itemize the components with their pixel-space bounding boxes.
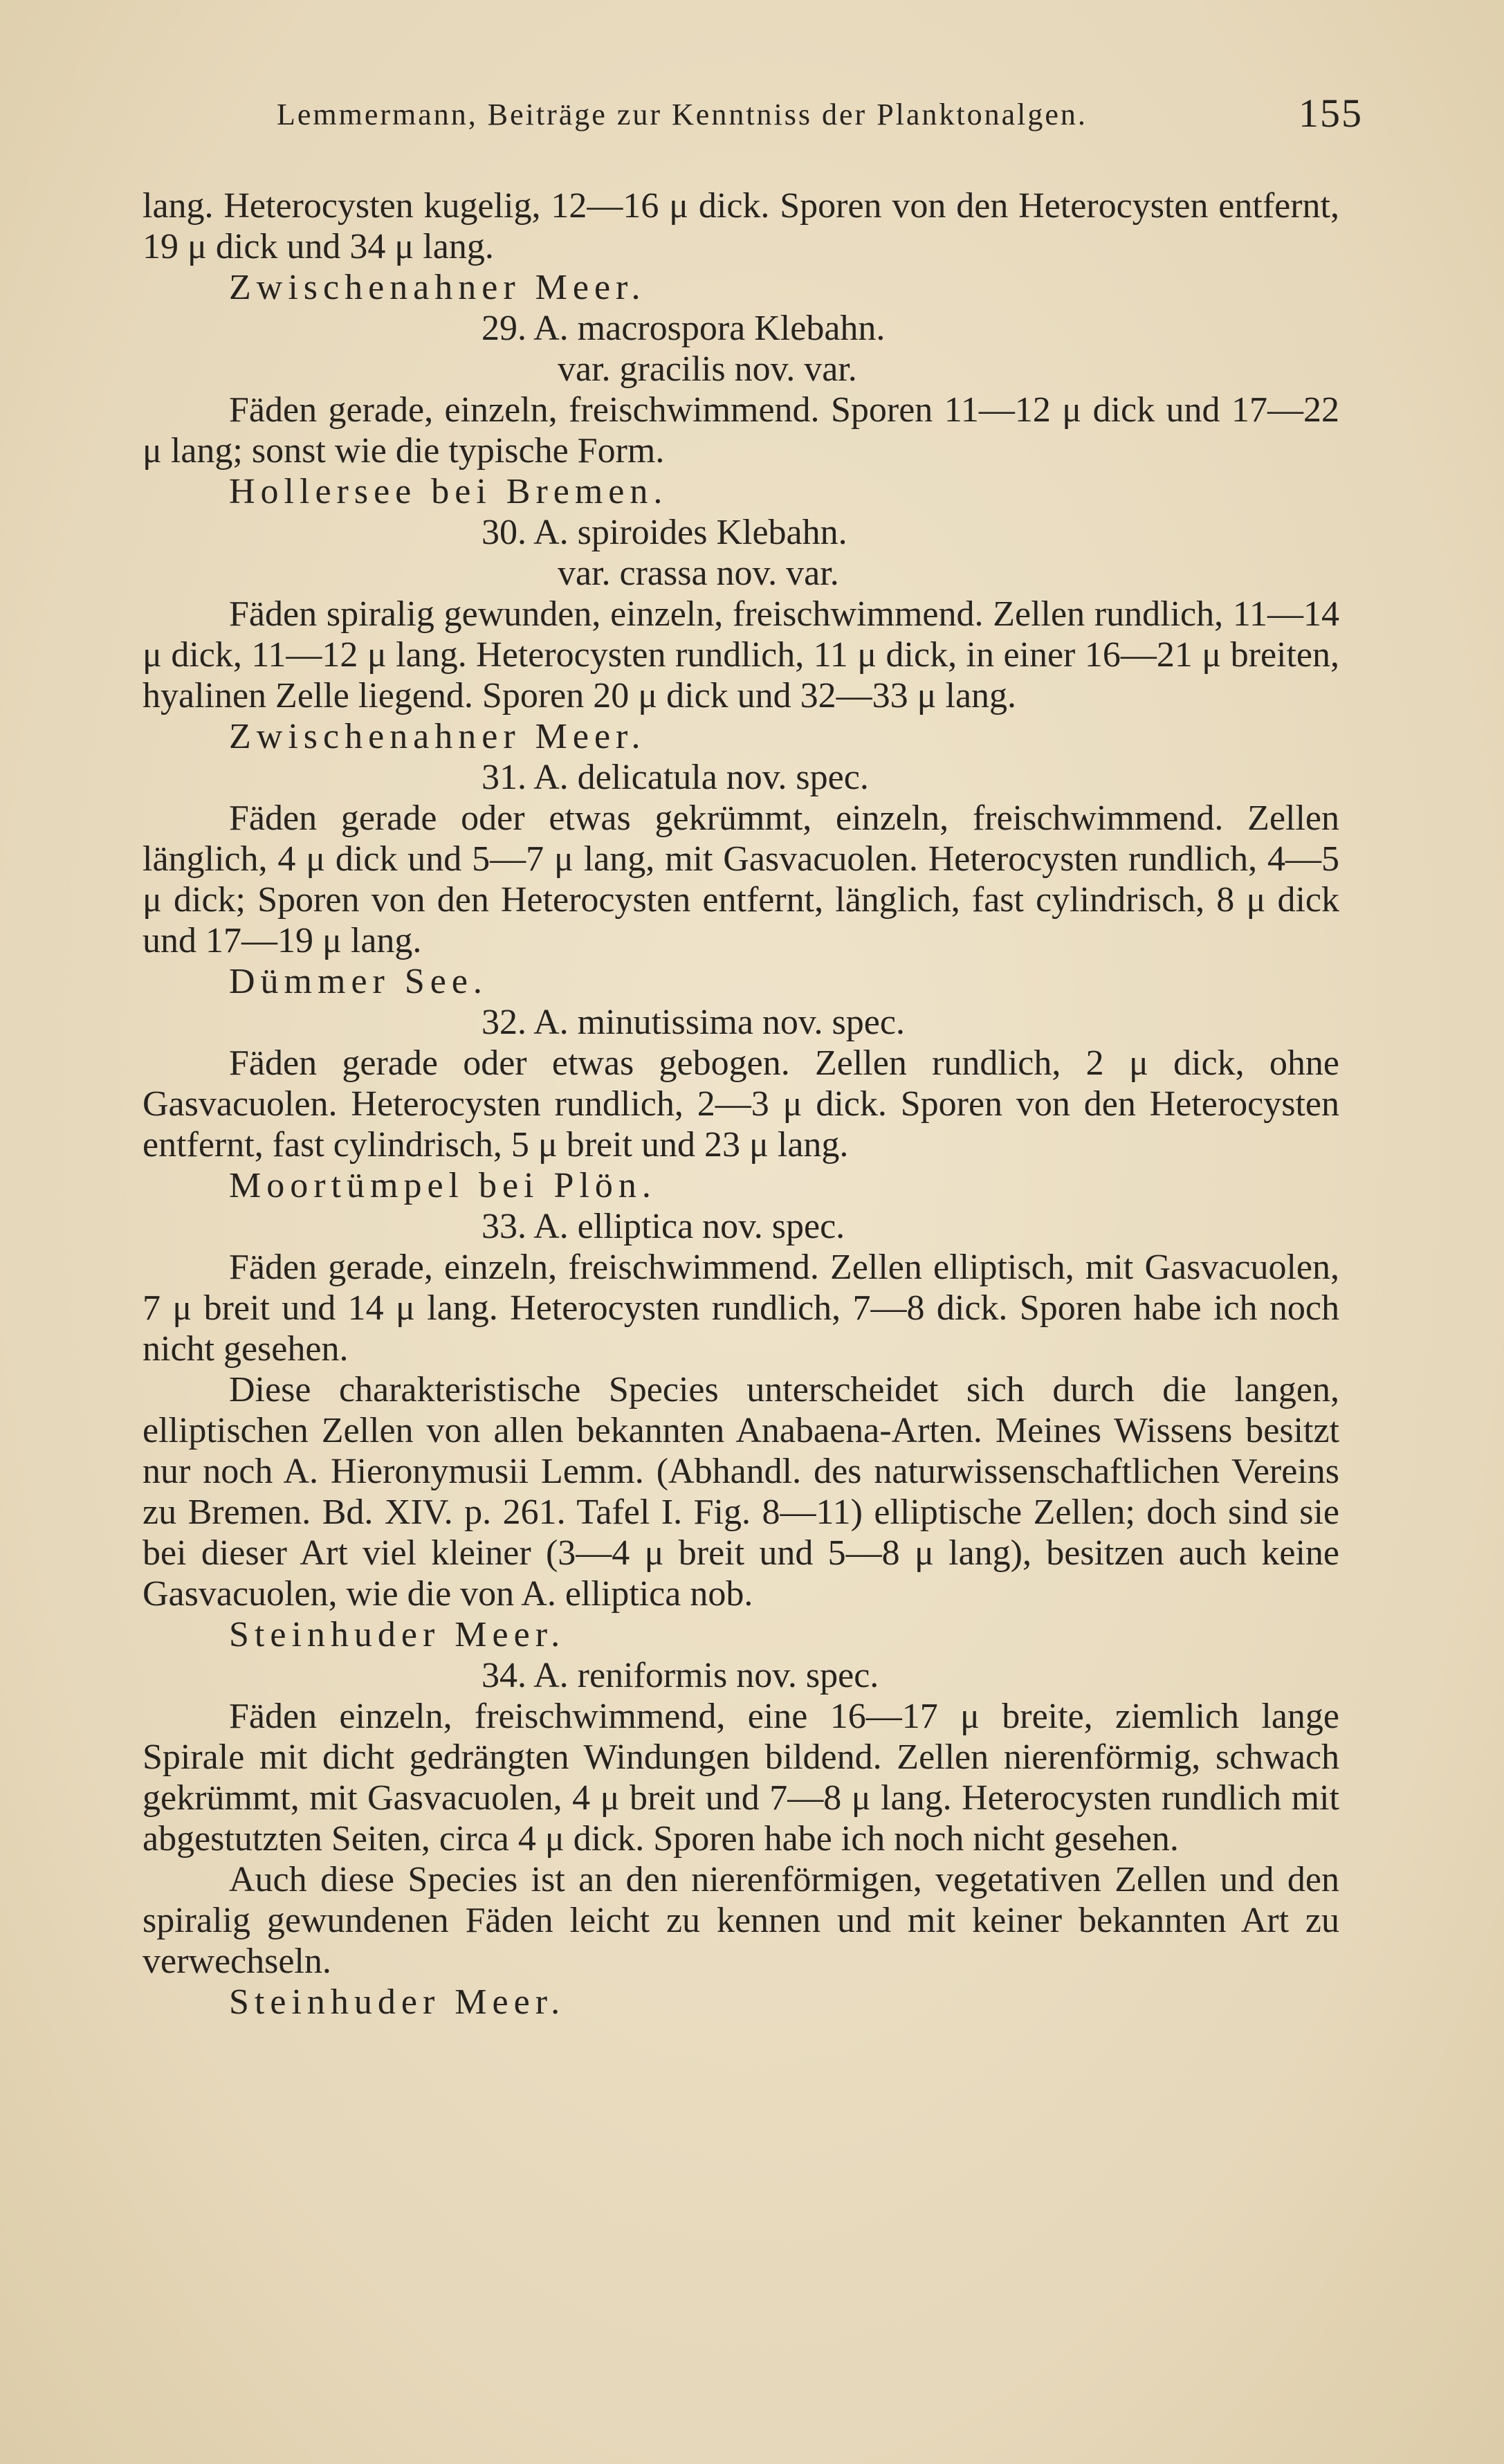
species-heading-32: 32. A. minutissima nov. spec. [482, 1003, 905, 1042]
paragraph-29: Fäden gerade, einzeln, freischwimmend. Sporen 11—12 μ dick und 17—22 μ lang; sonst wie die typische Form. [143, 390, 1339, 471]
locality-line: Moortümpel bei Plön. [229, 1166, 657, 1205]
species-heading-30: 30. A. spiroides Klebahn. [482, 513, 847, 552]
paragraph-33: Fäden gerade, einzeln, freischwimmend. Zellen elliptisch, mit Gasvacuolen, 7 μ breit und 14 μ lang. Heterocysten rundlich, 7—8 dick. Sporen habe ich noch nicht gesehen. [143, 1248, 1339, 1369]
locality-line: Hollersee bei Bremen. [229, 472, 668, 511]
paragraph-34-remark: Auch diese Species ist an den nierenförmigen, vegetativen Zellen und den spiralig gewundenen Fäden leicht zu kennen und mit keiner bekannten Art zu verwechseln. [143, 1860, 1339, 1981]
locality-line: Zwischenahner Meer. [229, 268, 646, 307]
variety-heading-crassa: var. crassa nov. var. [558, 554, 839, 593]
species-heading-29: 29. A. macrospora Klebahn. [482, 309, 886, 348]
paragraph-31: Fäden gerade oder etwas gekrümmt, einzeln, freischwimmend. Zellen länglich, 4 μ dick und 5—7 μ lang, mit Gasvacuolen. Heterocysten rundlich, 4—5 μ dick; Sporen von den Heterocysten entfernt, länglich, fast cylindrisch, 8 μ dick und 17—19 μ lang. [143, 798, 1339, 960]
page-number: 155 [1299, 91, 1363, 136]
locality-line: Steinhuder Meer. [229, 1982, 566, 2022]
body-text [143, 185, 1339, 2023]
locality-line: Steinhuder Meer. [229, 1615, 566, 1654]
paragraph-30: Fäden spiralig gewunden, einzeln, freischwimmend. Zellen rundlich, 11—14 μ dick, 11—12 μ lang. Heterocysten rundlich, 11 μ dick, in einer 16—21 μ breiten, hyalinen Zelle liegend. Sporen 20 μ dick und 32—33 μ lang. [143, 594, 1339, 715]
running-header [277, 91, 1363, 136]
variety-heading-gracilis: var. gracilis nov. var. [558, 349, 857, 389]
paragraph-continuation: lang. Heterocysten kugelig, 12—16 μ dick. Sporen von den Heterocysten entfernt, 19 μ dick und 34 μ lang. [143, 186, 1339, 266]
locality-line: Zwischenahner Meer. [229, 717, 646, 756]
paragraph-32: Fäden gerade oder etwas gebogen. Zellen rundlich, 2 μ dick, ohne Gasvacuolen. Heterocysten rundlich, 2—3 μ dick. Sporen von den Heterocysten entfernt, fast cylindrisch, 5 μ breit und 23 μ lang. [143, 1043, 1339, 1165]
locality-line: Dümmer See. [229, 962, 488, 1001]
species-heading-33: 33. A. elliptica nov. spec. [482, 1207, 845, 1246]
species-heading-34: 34. A. reniformis nov. spec. [482, 1656, 879, 1695]
species-heading-31: 31. A. delicatula nov. spec. [482, 758, 869, 797]
paragraph-34: Fäden einzeln, freischwimmend, eine 16—17 μ breite, ziemlich lange Spirale mit dicht gedrängten Windungen bildend. Zellen nierenförmig, schwach gekrümmt, mit Gasvacuolen, 4 μ breit und 7—8 μ lang. Heterocysten rundlich mit abgestutzten Seiten, circa 4 μ dick. Sporen habe ich noch nicht gesehen. [143, 1697, 1339, 1859]
running-title: Lemmermann, Beiträge zur Kenntniss der Planktonalgen. [277, 98, 1088, 131]
paragraph-33-remark: Diese charakteristische Species unterscheidet sich durch die langen, elliptischen Zellen von allen bekannten Anabaena-Arten. Meines Wissens besitzt nur noch A. Hieronymusii Lemm. (Abhandl. des naturwissenschaftlichen Vereins zu Bremen. Bd. XIV. p. 261. Tafel I. Fig. 8—11) elliptische Zellen; doch sind sie bei dieser Art viel kleiner (3—4 μ breit und 5—8 μ lang), besitzen auch keine Gasvacuolen, wie die von A. elliptica nob. [143, 1370, 1339, 1614]
